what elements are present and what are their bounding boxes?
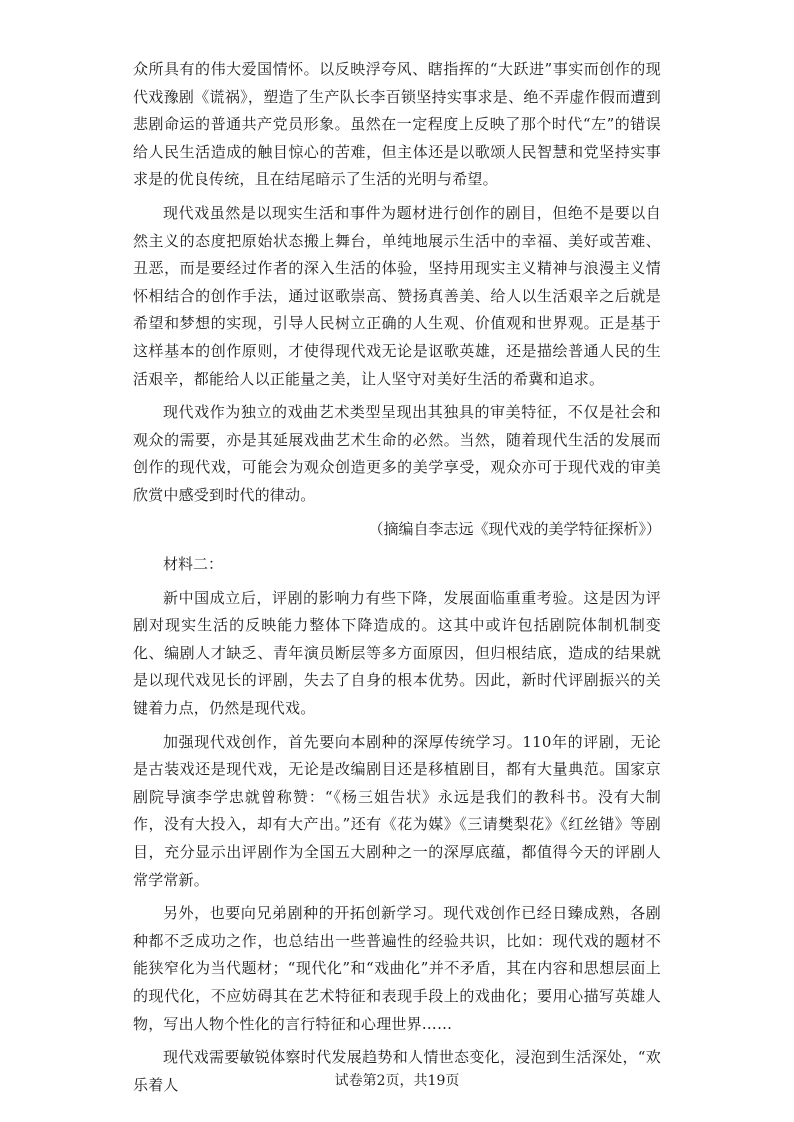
paragraph-5: 加强现代戏创作，首先要向本剧种的深厚传统学习。110年的评剧，无论是古装戏还是现代戏，无论是改编剧目还是移植剧目，都有大量典范。国家京剧院导演李学忠就曾称赞：“《杨三姐告状》永远是我们的教科书。没有大制作，没有大投入，却有大产出。”还有《花为媒》《三请樊梨花》《红丝错》等剧目，充分显示出评剧作为全国五大剧种之一的深厚底蕴，都值得今天的评剧人常学常新。 <box>133 732 661 889</box>
paragraph-3: 现代戏作为独立的戏曲艺术类型呈现出其独具的审美特征，不仅是社会和观众的需要，亦是其延展戏曲艺术生命的必然。当然，随着现代生活的发展而创作的现代戏，可能会为观众创造更多的美学享受，观众亦可于现代戏的审美欣赏中感受到时代的律动。 <box>133 403 661 504</box>
paragraph-2: 现代戏虽然是以现实生活和事件为题材进行创作的剧目，但绝不是要以自然主义的态度把原始状态搬上舞台，单纯地展示生活中的幸福、美好或苦难、丑恶，而是要经过作者的深入生活的体验，坚持用现实主义精神与浪漫主义情怀相结合的创作手法，通过讴歌崇高、赞扬真善美、给人以生活艰辛之后就是希望和梦想的实现，引导人民树立正确的人生观、价值观和世界观。正是基于这样基本的创作原则，才使得现代戏无论是讴歌英雄，还是描绘普通人民的生活艰辛，都能给人以正能量之美，让人坚守对美好生活的希冀和追求。 <box>133 203 661 388</box>
paragraph-6: 另外，也要向兄弟剧种的开拓创新学习。现代戏创作已经日臻成熟，各剧种都不乏成功之作，也总结出一些普遍性的经验共识，比如：现代戏的题材不能狭窄化为当代题材；“现代化”和“戏曲化”并不矛盾，其在内容和思想层面上的现代化，不应妨碍其在艺术特征和表现手段上的戏曲化；要用心描写英雄人物，写出人物个性化的言行特征和心理世界…… <box>133 904 661 1033</box>
page-footer: 试卷第2页，共19页 <box>334 1073 460 1089</box>
source-citation: （摘编自李志远《现代戏的美学特征探析》） <box>368 519 661 538</box>
paragraph-7: 现代戏需要敏锐体察时代发展趋势和人情世态变化，浸泡到生活深处，“欢乐着人 <box>133 1048 661 1094</box>
paragraph-4: 新中国成立后，评剧的影响力有些下降，发展面临重重考验。这是因为评剧对现实生活的反映能力整体下降造成的。这其中或许包括剧院体制机制变化、编剧人才缺乏、青年演员断层等多方面原因，但归根结底，造成的结果就是以现代戏见长的评剧，失去了自身的根本优势。因此，新时代评剧振兴的关键着力点，仍然是现代戏。 <box>133 588 661 718</box>
document-body <box>133 56 661 1105</box>
paragraph-1: 众所具有的伟大爱国情怀。以反映浮夸风、瞎指挥的“大跃进”事实而创作的现代戏豫剧《谎祸》，塑造了生产队长李百锁坚持实事求是、绝不弄虚作假而遭到悲剧命运的普通共产党员形象。虽然在一定程度上反映了那个时代“左”的错误给人民生活造成的触目惊心的苦难，但主体还是以歌颂人民智慧和党坚持实事求是的优良传统，且在结尾暗示了生活的光明与希望。 <box>133 60 661 189</box>
material-2-heading: 材料二： <box>163 555 224 574</box>
